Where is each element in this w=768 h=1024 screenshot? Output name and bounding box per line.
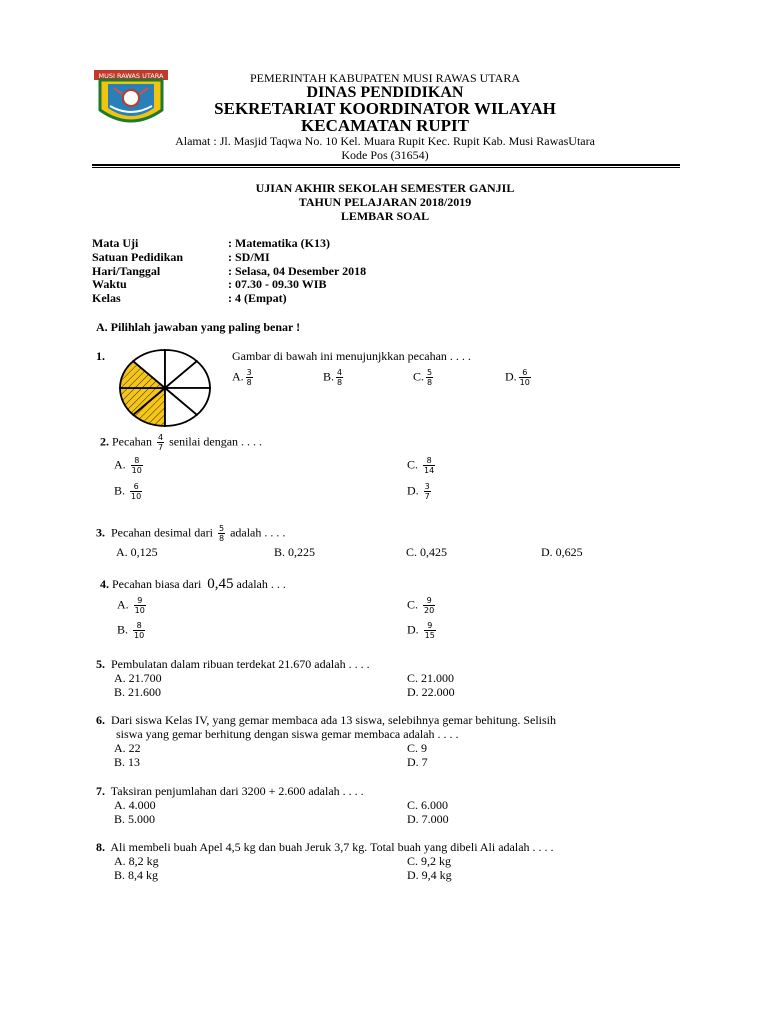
q4-option-b[interactable]: B. $\frac{8}{10}$ <box>117 621 145 640</box>
info-value-class: : 4 (Empat) <box>228 291 287 305</box>
q7-option-b[interactable]: B. 5.000 <box>114 812 156 826</box>
option-label: D. <box>505 369 517 384</box>
exam-title: UJIAN AKHIR SEKOLAH SEMESTER GANJIL <box>255 181 515 195</box>
q4-stem: 4. Pecahan biasa dari 0,45 adalah . . . <box>100 576 286 592</box>
fraction: $\frac{9}{20}$ <box>424 596 435 615</box>
q5-option-d[interactable]: D. 22.000 <box>407 685 455 699</box>
fraction: $\frac{3}{7}$ <box>424 482 430 501</box>
q8-option-c[interactable]: C. 9,2 kg <box>407 854 452 868</box>
q8-option-d[interactable]: D. 9,4 kg <box>407 868 452 882</box>
q1-text: Gambar di bawah ini menujunjkkan pecahan . . . . <box>232 349 471 363</box>
q3-option-c[interactable]: C. 0,425 <box>406 545 448 559</box>
q4-option-a[interactable]: A. $\frac{9}{10}$ <box>117 596 145 615</box>
exam-sheet: LEMBAR SOAL <box>340 209 430 223</box>
q3-option-a[interactable]: A. 0,125 <box>116 545 158 559</box>
q1-number: 1. <box>96 349 105 363</box>
header-department: DINAS PENDIDIKAN <box>306 84 464 101</box>
info-label-time: Waktu <box>92 277 127 291</box>
q2-option-d[interactable]: D. $\frac{3}{7}$ <box>407 482 430 501</box>
q1-option-b[interactable] <box>323 368 345 387</box>
fraction: $\frac{3}{8}$ <box>246 368 252 387</box>
q5-option-c[interactable]: C. 21.000 <box>407 671 455 685</box>
q6-option-b[interactable]: B. 13 <box>114 755 141 769</box>
q2-stem: 2. Pecahan $\frac{4}{7}$ senilai dengan . . . . <box>100 433 263 452</box>
q1-pie-figure <box>118 348 212 428</box>
header-address: Alamat : Jl. Masjid Taqwa No. 10 Kel. Muara Rupit Kec. Rupit Kab. Musi RawasUtara <box>175 134 595 148</box>
fraction: $\frac{5}{8}$ <box>427 368 433 387</box>
fraction: $\frac{8}{14}$ <box>424 456 435 475</box>
q7-option-a[interactable]: A. 4.000 <box>114 798 156 812</box>
header-district: KECAMATAN RUPIT <box>301 116 469 135</box>
fraction: $\frac{5}{8}$ <box>218 524 225 543</box>
info-value-date: : Selasa, 04 Desember 2018 <box>228 264 367 278</box>
fraction: $\frac{4}{7}$ <box>157 433 164 452</box>
q8-option-a[interactable]: A. 8,2 kg <box>114 854 159 868</box>
q6-option-c[interactable]: C. 9 <box>407 741 428 755</box>
option-label: A. <box>232 369 244 384</box>
fraction: $\frac{8}{10}$ <box>134 621 145 640</box>
q3-option-b[interactable]: B. 0,225 <box>274 545 316 559</box>
fraction: $\frac{9}{10}$ <box>134 596 145 615</box>
q2-option-c[interactable]: C. $\frac{8}{14}$ <box>407 456 435 475</box>
option-label: B. <box>323 369 335 384</box>
header-rule-thin <box>92 167 680 168</box>
q8-option-b[interactable]: B. 8,4 kg <box>114 868 159 882</box>
header-government: PEMERINTAH KABUPATEN MUSI RAWAS UTARA <box>249 71 521 85</box>
q4-option-c[interactable]: C. $\frac{9}{20}$ <box>407 596 435 615</box>
header-secretariat: SEKRETARIAT KOORDINATOR WILAYAH <box>214 99 556 118</box>
info-value-subject: : Matematika (K13) <box>228 236 330 250</box>
info-value-school: : SD/MI <box>228 250 270 264</box>
q3-stem: 3. Pecahan desimal dari $\frac{5}{8}$ adalah . . . . <box>96 524 286 543</box>
fraction: $\frac{6}{10}$ <box>519 368 530 387</box>
q4-option-d[interactable]: D. $\frac{9}{15}$ <box>407 621 435 640</box>
regency-logo <box>94 70 168 130</box>
q6-option-a[interactable]: A. 22 <box>114 741 141 755</box>
q1-option-d[interactable] <box>505 368 533 387</box>
header-postal: Kode Pos (31654) <box>341 148 429 162</box>
exam-year: TAHUN PELAJARAN 2018/2019 <box>298 195 472 209</box>
q6-stem: 6. Dari siswa Kelas IV, yang gemar membaca ada 13 siswa, selebihnya gemar behitung. Selisih <box>96 713 556 727</box>
logo-text: MUSI RAWAS UTARA <box>98 72 164 80</box>
fraction: $\frac{8}{10}$ <box>131 456 142 475</box>
q6-option-d[interactable]: D. 7 <box>407 755 428 769</box>
q2-option-b[interactable]: B. $\frac{6}{10}$ <box>114 482 142 501</box>
info-label-subject: Mata Uji <box>92 236 139 250</box>
option-label: C. <box>413 369 425 384</box>
q5-option-b[interactable]: B. 21.600 <box>114 685 162 699</box>
info-label-class: Kelas <box>92 291 121 305</box>
q5-option-a[interactable]: A. 21.700 <box>114 671 162 685</box>
q7-stem: 7. Taksiran penjumlahan dari 3200 + 2.600 adalah . . . . <box>96 784 364 798</box>
q2-option-a[interactable]: A. $\frac{8}{10}$ <box>114 456 142 475</box>
header-rule <box>92 164 680 166</box>
info-value-time: : 07.30 - 09.30 WIB <box>228 277 327 291</box>
q1-option-a[interactable] <box>232 368 255 387</box>
section-instruction: A. Pilihlah jawaban yang paling benar ! <box>96 320 301 334</box>
q8-stem: 8. Ali membeli buah Apel 4,5 kg dan buah Jeruk 3,7 kg. Total buah yang dibeli Ali adalah . . . . <box>96 840 554 854</box>
q3-option-d[interactable]: D. 0,625 <box>541 545 583 559</box>
q6-stem-cont: siswa yang gemar berhitung dengan siswa gemar membaca adalah . . . . <box>116 727 459 741</box>
fraction: $\frac{9}{15}$ <box>424 621 435 640</box>
fraction: $\frac{4}{8}$ <box>337 368 343 387</box>
info-label-school: Satuan Pedidikan <box>92 250 184 264</box>
info-label-date: Hari/Tanggal <box>92 264 161 278</box>
q7-option-d[interactable]: D. 7.000 <box>407 812 449 826</box>
q1-option-c[interactable] <box>413 368 435 387</box>
q7-option-c[interactable]: C. 6.000 <box>407 798 449 812</box>
q5-stem: 5. Pembulatan dalam ribuan terdekat 21.670 adalah . . . . <box>96 657 370 671</box>
fraction: $\frac{6}{10}$ <box>131 482 142 501</box>
